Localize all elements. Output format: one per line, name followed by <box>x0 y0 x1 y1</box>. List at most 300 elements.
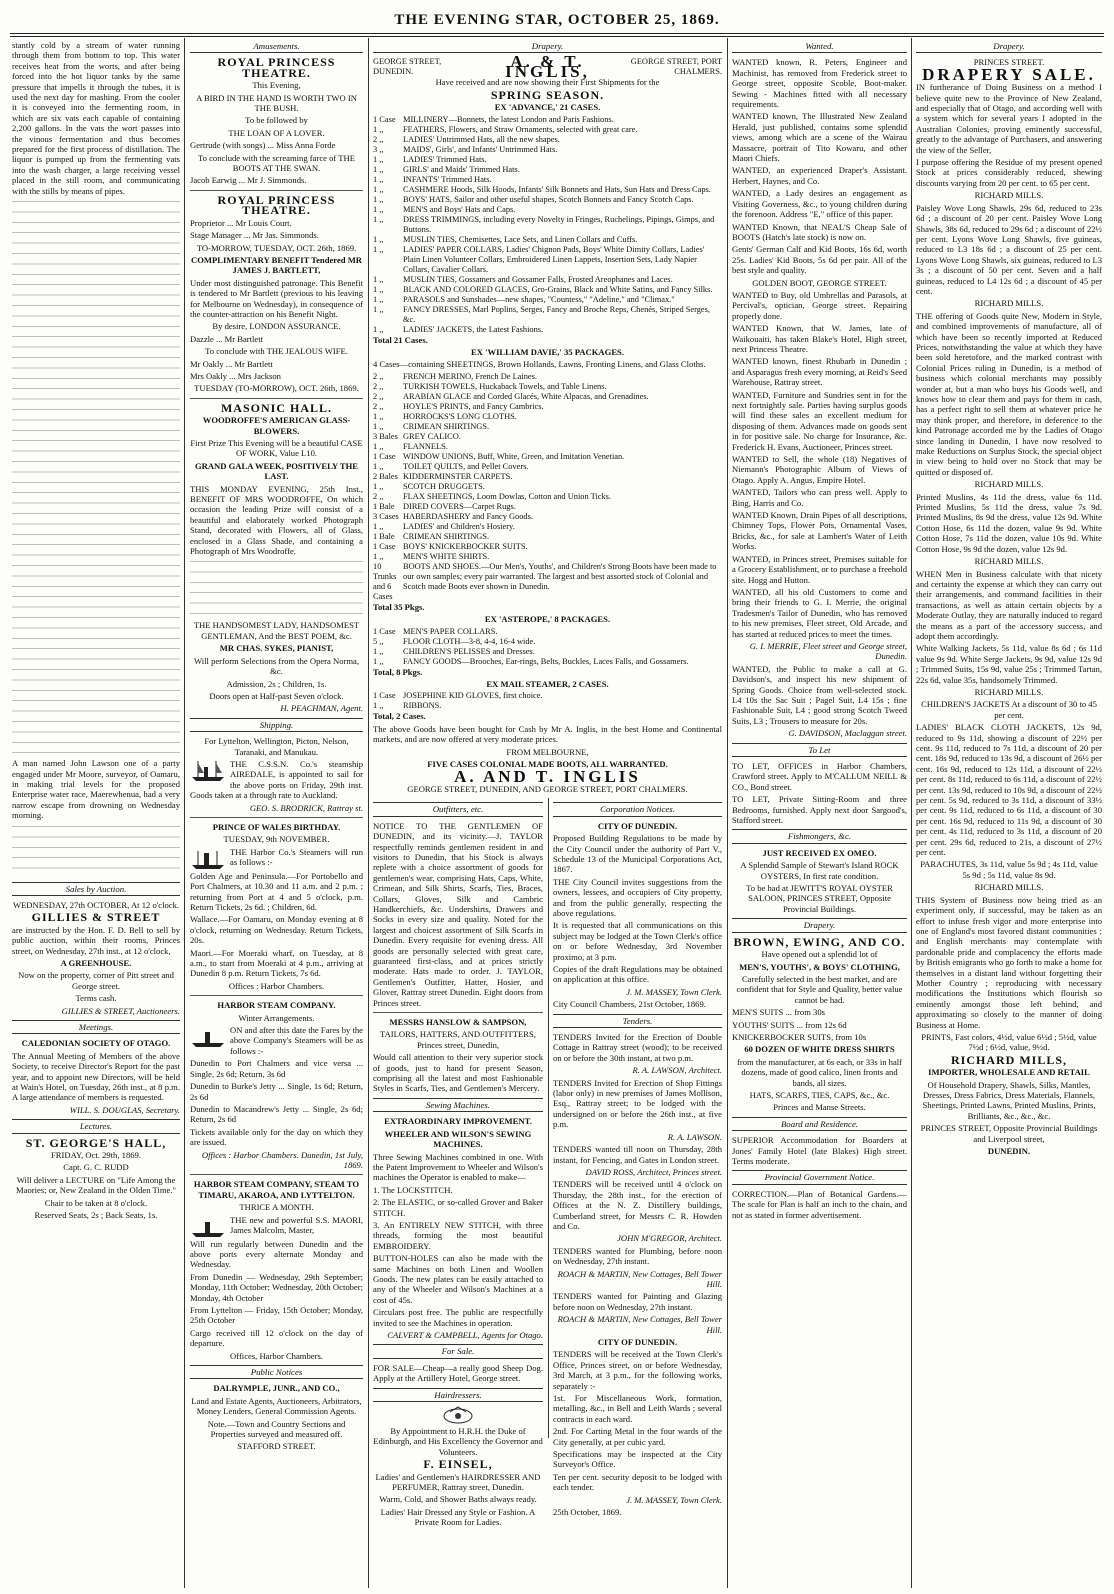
shipment-total: Total, 2 Cases. <box>373 711 426 722</box>
shirts-title: 60 DOZEN OF WHITE DRESS SHIRTS <box>744 1044 895 1055</box>
shirts-body: from the manufacturer, at 6s each, or 33s in half dozens, made of good calico, linen fronts and bands, all sizes. <box>736 1056 903 1088</box>
doors: Doors open at Half-past Seven o'clock. <box>209 690 344 701</box>
followed-by: To be followed by <box>245 115 308 126</box>
section-header: Meetings. <box>12 1020 180 1034</box>
copies: Copies of the draft Regulations may be obtained on application at this office. <box>553 964 722 985</box>
description: HOYLE'S PRINTS, and Fancy Cambrics. <box>403 401 544 411</box>
column-1 <box>12 40 180 1585</box>
description: CRIMEAN SHIRTINGS. <box>403 531 490 541</box>
cast-line: Gertrude (with songs) ... Miss Anna Forde <box>190 140 336 151</box>
company-title: HARBOR STEAM COMPANY. <box>217 1000 336 1011</box>
fare-line: Dunedin to Macandrew's Jetty ... Single, 2s 6d; Return, 2s 6d <box>190 1103 363 1125</box>
quantity: 1 ,, <box>373 421 384 431</box>
sewing-body: Three Sewing Machines combined in one. With the Patent Improvement to Wheeler and Wilson's machines the Operator is enabled to make— <box>373 1151 543 1183</box>
article-text-continued <box>190 558 363 620</box>
description: BOOTS AND SHOES.—Our Men's, Youths', and Children's Strong Boots have been made to our own samples; every pair warranted. The largest and best assorted stock of Colonial and Scotch made Boots ever shown in Dunedin. <box>403 561 717 591</box>
auction-location: Now on the property, corner of Pitt street and George street. <box>18 970 174 991</box>
quantity: 1 ,, <box>373 411 384 421</box>
firm-note: Note.—Town and Country Sections and Properties surveyed and measured off. <box>207 1418 346 1440</box>
wanted-ad: WANTED known, finest Rhubarb in Dunedin ; and Asparagus fresh every morning, at Reid's Seed Warehouse, Rattray street. <box>732 356 907 388</box>
importer: IMPORTER, WHOLESALE AND RETAIL <box>928 1067 1090 1078</box>
town-clerk: J. M. MASSEY, Town Clerk. <box>626 1494 722 1505</box>
description: MEN'S and Boys' Hats and Caps. <box>403 204 516 214</box>
article-text-continued <box>12 198 180 758</box>
description: FANCY GOODS—Brooches, Ear-rings, Belts, Buckles, Laces Falls, and Gossamers. <box>403 656 689 666</box>
fare-signature: Offices : Harbor Chambers. Dunedin, 1st July, 1869. <box>201 1149 363 1170</box>
tender-item: 1st. For Miscellaneous Work, formation, metalling, &c., in Bell and Leith Wards ; several contracts in each ward. <box>553 1393 722 1424</box>
shipment-row <box>373 295 722 305</box>
divider <box>190 398 363 399</box>
shipment-row <box>373 215 722 235</box>
correction-notice: CORRECTION.—Plan of Botanical Gardens.—The scale for Plan is half an inch to the chain, and not as stated in former advertisement. <box>732 1188 907 1220</box>
ship-notice: THE new and powerful S.S. MAORI, James Malcolm, Master, <box>230 1214 363 1235</box>
city-title: CITY OF DUNEDIN. <box>597 1337 678 1347</box>
lower-split <box>373 798 722 1528</box>
description: TURKISH TOWELS, Huckaback Towels, and Table Linens. <box>403 381 607 391</box>
benefit-play: By desire, LONDON ASSURANCE. <box>212 321 341 332</box>
firm-name: A. AND T. INGLIS <box>454 766 641 786</box>
quantity: 1 ,, <box>373 304 384 314</box>
description: FLAX SHEETINGS, Loom Dowlas, Cotton and Union Ticks. <box>403 491 611 501</box>
to-let-ad: TO LET, Private Sitting-Room and three Bedrooms, furnished. Apply next door Sargood's, Stafford street. <box>732 794 907 826</box>
shipment-table <box>373 115 722 335</box>
tender-signature: JOHN M'GREGOR, Architect. <box>617 1233 722 1244</box>
description: HABERDASHERY and Fancy Goods. <box>403 511 533 521</box>
shop-city: DUNEDIN. <box>987 1146 1031 1157</box>
firm-address: GEORGE STREET, DUNEDIN, AND GEORGE STREET, PORT CHALMERS. <box>407 783 688 794</box>
description: BOYS' KNICKERBOCKER SUITS. <box>403 541 528 551</box>
shipment-total: Total, 8 Pkgs. <box>373 666 423 677</box>
appointment: By Appointment to H.R.H. the Duke of Edinburgh, and His Excellency the Governor and Volunteers. <box>373 1426 543 1457</box>
shipment-row <box>373 422 722 432</box>
tender-signature: ROACH & MARTIN, New Cottages, Bell Tower Hill. <box>557 1268 722 1289</box>
section-header: Lectures. <box>12 1119 180 1133</box>
benefit-body: Under most distinguished patronage. This Benefit is tendered to Mr Bartlett (previous to his leaving for Melbourne on Wednesday), in consequence of the counter-attraction on his Benefit Night. <box>190 277 363 319</box>
description: MUSLIN TIES, Gossamers and Gossamer Falls, Frosted Areophanes and Laces. <box>403 274 673 284</box>
to-let-ad: TO LET, OFFICES in Harbor Chambers, Crawford street. Apply to M'CALLUM NEILL & CO., Bond street. <box>732 761 907 792</box>
description: FLOOR CLOTH—3-8, 4-4, 16-4 wide. <box>403 636 536 646</box>
description: FANCY DRESSES, Marl Poplins, Serges, Fancy and Broche Reps, Chenés, Striped Serges, &c. <box>403 304 710 324</box>
stitch: 1. The LOCKSTITCH. <box>373 1184 453 1195</box>
wanted-ad: WANTED to Sell, the whole (18) Negatives of Niemann's Photographic Album of Views of Otago. Apply A. Angus, Empire Hotel. <box>732 454 907 485</box>
meeting-title: CALEDONIAN SOCIETY OF OTAGO. <box>21 1038 171 1049</box>
quantity: 2 ,, <box>373 134 384 144</box>
shipment-row <box>373 482 722 492</box>
wanted-ad: WANTED Known, Drain Pipes of all descriptions, Chimney Tops, Flower Pots, Ornamental Vases, Bricks, &c., for sale at Lambert's Water of Leith Works. <box>732 510 907 552</box>
hairdresser-name: F. EINSEL, <box>423 1457 493 1472</box>
melbourne: FROM MELBOURNE, <box>506 746 589 757</box>
pianist: MR CHAS. SYKES, PIANIST, <box>219 643 334 654</box>
quantity: 1 Case <box>373 626 396 636</box>
shop-address: PRINCES STREET, Opposite Provincial Buildings and Liverpool street, <box>920 1123 1098 1144</box>
shipment-row <box>373 372 722 382</box>
cast-line: Jacob Earwig ... Mr J. Simmonds. <box>190 175 307 186</box>
description: MILLINERY—Bonnets, the latest London and Paris Fashions. <box>403 114 614 124</box>
shipment-row <box>373 185 722 195</box>
wanted-ad: WANTED Known, that W. James, late of Waikouaiti, has taken Blake's Hotel, High street, next Princess Theatre. <box>732 323 907 354</box>
admission: Admission, 2s ; Children, 1s. <box>226 678 327 689</box>
ship-route: Maori.—For Moeraki wharf, on Tuesday, at 8 a.m., to start from Moeraki at 4 p.m., arriving at Dunedin 8 p.m. Return Tickets, 7s 6d. <box>190 947 363 979</box>
quantity: 1 ,, <box>373 656 384 666</box>
quantity: 1 ,, <box>373 274 384 284</box>
quantity: 2 ,, <box>373 391 384 401</box>
shipment-row <box>373 245 722 275</box>
parachutes: PARACHUTES, 3s 11d, value 5s 9d ; 4s 11d, value 5s 9d ; 5s 11d, value 8s 9d. <box>920 859 1098 880</box>
ship-notice: ON and after this date the Fares by the above Company's Steamers will be as follows :- <box>230 1025 363 1056</box>
clothier-body: Have opened out a splendid lot of <box>761 949 878 960</box>
quantity: 2 ,, <box>373 401 384 411</box>
hairdresser-body: Ladies' and Gentlemen's HAIRDRESSER AND PERFUMER, Rattray street, Dunedin. <box>375 1471 541 1493</box>
sale-intro: I purpose offering the Residue of my present opened Stock at prices considerably reduced, shewing discounts varying from 20 per cent. to 65 per cent. <box>916 157 1102 188</box>
benefit-play: To conclude with THE JEALOUS WIFE. <box>205 346 348 357</box>
ship-notice: Will run regularly between Dunedin and the above ports every alternate Monday and Wednesday. <box>190 1238 363 1270</box>
section-header: Outfitters, etc. <box>373 802 543 816</box>
play-title: THE LOAN OF A LOVER. <box>228 127 325 138</box>
lower-left <box>373 798 543 1529</box>
agents: CALVERT & CAMPBELL, Agents for Otago. <box>387 1330 543 1340</box>
offices: Offices : Harbor Chambers. <box>228 980 325 991</box>
tender: TENDERS wanted till noon on Thursday, 28th instant, for Fencing, and Gates in London street. <box>553 1144 722 1165</box>
section-header: Corporation Notices. <box>553 802 722 816</box>
shipment-row <box>373 412 722 422</box>
fish-address: To be had at JEWITT'S ROYAL OYSTER SALOON, PRINCES STREET, Opposite Provincial Buildings. <box>746 883 893 914</box>
shipment-row <box>373 382 722 392</box>
shipment-title: EX 'ASTEROPE,' 8 PACKAGES. <box>484 614 611 625</box>
wanted-sig: G. DAVIDSON, Maclaggan street. <box>788 728 907 739</box>
for-sale: FOR SALE—Cheap—a really good Sheep Dog. Apply at the Artillery Hotel, George street. <box>373 1362 543 1384</box>
sailing-dates: From Dunedin — Wednesday, 29th September; Monday, 11th October; Wednesday, 20th October; Monday, 4th October <box>190 1271 363 1303</box>
wanted-ad: WANTED, in Princes street, Premises suitable for a Grocery Establishment, or to purchase a freehold site. Hogg and Hutton. <box>732 553 907 585</box>
divider <box>190 1174 363 1175</box>
shipment-row <box>373 502 722 512</box>
hanslow-sub: TAILORS, HATTERS, AND OUTFITTERS, Princes street, Dunedin, <box>380 1029 536 1050</box>
description: INFANTS' Trimmed Hats. <box>403 174 492 184</box>
description: FRENCH MERINO, French De Laines. <box>403 371 537 381</box>
baths: Warm, Cold, and Shower Baths always ready. <box>379 1494 537 1505</box>
shipping-route: For Lyttelton, Wellington, Picton, Nelson, Taranaki, and Manukau. <box>204 736 349 757</box>
shipment-row <box>373 512 722 522</box>
wanted-ad: WANTED, an experienced Draper's Assistant. Herbert, Haynes, and Co. <box>732 165 907 186</box>
description: MAIDS', Girls', and Infants' Untrimmed Hats. <box>403 144 558 154</box>
tender-signature: R. A. LAWSON. <box>667 1131 722 1142</box>
meeting-body: The Annual Meeting of Members of the above Society, to receive Director's Report for the past year, and to appoint new Directors, will be held at Wain's Hotel, on Tuesday, 26th inst., at 8 p.m. A large attendance of members is requested. <box>12 1050 180 1103</box>
quantity: 3 ,, <box>373 144 384 154</box>
auction-item: A GREENHOUSE. <box>60 957 132 968</box>
shipment-table <box>373 372 722 602</box>
quantity: 1 ,, <box>373 701 384 711</box>
colonial-boots: FIVE CASES COLONIAL MADE BOOTS, ALL WARRANTED. <box>427 759 668 770</box>
wanted-ad: WANTED, a Lady desires an engagement as Visiting Governess, &c., to young children during the forenoon. Address "E," office of this paper. <box>732 188 907 220</box>
prize: First Prize This Evening will be a beautiful CASE OF WORK, Value L10. <box>190 438 363 459</box>
gala-body: THIS MONDAY EVENING, 25th Inst., BENEFIT OF MRS WOODROFFE, On which occasion the leading Prize will consist of a beautiful and elaborately worked Photograph Stand, decorated with Flowers, all of Glass, enclosed in a Glass Shade, and containing a Photograph of Mrs Woodroffe. <box>190 483 363 557</box>
board-ad: SUPERIOR Accommodation for Boarders at Jones' Family Hotel (late Blakes) High street. Terms moderate. <box>732 1135 907 1166</box>
section-header: Drapery. <box>916 40 1102 53</box>
section-header: Sales by Auction. <box>12 882 180 896</box>
suit-price: YOUTHS' SUITS ... from 12s 6d <box>732 1019 847 1030</box>
quantity: 1 Case <box>373 114 396 124</box>
fare-note: Tickets available only for the day on which they are issued. <box>190 1126 363 1148</box>
wanted-ad: WANTED known, R. Peters, Engineer and Machinist, has removed from Frederick street to George street, opposite Scoble, Boot-maker. Sewing - Machines fitted with all necessary requirements. <box>732 57 907 110</box>
column-divider <box>911 38 912 1588</box>
agent-signature: H. PEACHMAN, Agent. <box>280 703 363 714</box>
shipment-table <box>373 627 722 667</box>
tender-item: Specifications may be inspected at the City Surveyor's Office. <box>553 1449 722 1470</box>
quantity: 1 ,, <box>373 441 384 451</box>
quantity: 2 Bales <box>373 471 398 481</box>
sale-body: THE offering of Goods quite New, Modern in Style, and combined improvements of manufacture, all of which have been so recently imported at Reduced Prices, notwithstanding the value at which they have been sold heretofore, and the marked contrast with Colonial Prices ruling in Dunedin, is a method of business which colonial merchants may possibly wonder at, but a man who buys his Goods well, and knows how to clear them and pays for them in cash, has a perfect right to sell them at whatever price he may think proper, and therefore, in deference to the kind Patronage accorded me by the Ladies of Otago since landing in Dunedin, I have now resolved to make Reductions on Surplus Stock, the special object in view being to hold over no Stock that may be quitted or disposed of. <box>916 310 1102 477</box>
steamship-icon <box>190 1215 226 1239</box>
shipment-row <box>373 115 722 125</box>
description: JOSEPHINE KID GLOVES, first choice. <box>403 691 543 701</box>
shipment-row <box>373 532 722 542</box>
council-notice: It is requested that all communications on this subject may be lodged at the Town Clerk's office on or before Wednesday, 3rd November proximo, at 3 p.m. <box>553 920 722 962</box>
taylor-notice: NOTICE TO THE GENTLEMEN OF DUNEDIN, and its vicinity.—J. TAYLOR respectfully reminds gentlemen resident in and visitors to Dunedin, that his Stock is always replete with a choice assortment of goods for gentlemen's wear, comprising Hats, Caps, White, Crimean, and Silk Shirts, Scarfs, Ties, Braces, Collars, Gloves, Silk and Cambric Handkerchiefs, &c. Undershirts, Drawers and Socks in every size and quality. Noted for the largest and choicest assortment of Silk Scarfs in Dunedin. Every requisite for evening dress. All goods are personally selected with great care, guaranteed first-class, and at prices strictly moderate. Hats made to order. J. TAYLOR, Gentlemen's Outfitter, Hatter, Hosier, and Glover, Rattray street Dunedin. Eight doors from Princes street. <box>373 820 543 1008</box>
column-5 <box>732 40 907 1585</box>
lower-right <box>553 798 722 1519</box>
clothier-name: BROWN, EWING, AND CO. <box>733 934 906 949</box>
sewing-sub: WHEELER AND WILSON'S SEWING MACHINES. <box>384 1128 532 1150</box>
hanslow-body: Would call attention to their very superior stock of goods, just to hand for present Season, comprising all the latest and most Fashionable Styles in Scarfs, Ties, and Gentlemen's Mercery. <box>373 1052 543 1094</box>
wanted-sig: GOLDEN BOOT, GEORGE STREET. <box>752 277 887 288</box>
column-6 <box>916 40 1102 1585</box>
tender: TENDERS Invited for the Erection of Double Cottage in Rattray street (wood); to be received on or before the 30th instant, at two p.m. <box>553 1032 722 1063</box>
shipment-row <box>373 305 722 325</box>
city-title: CITY OF DUNEDIN. <box>597 820 678 831</box>
shipment-row <box>373 285 722 295</box>
description: LADIES' Untrimmed Hats, all the new shapes. <box>403 134 560 144</box>
description: WINDOW UNIONS, Buff, White, Green, and Imitation Venetian. <box>403 451 625 461</box>
fare-line: Dunedin to Port Chalmers and vice versa ... Single, 2s 6d; Return, 3s 6d <box>190 1058 363 1079</box>
shipment-row <box>373 472 722 482</box>
farce-title: To conclude with the screaming farce of THE BOOTS AT THE SWAN. <box>198 152 355 174</box>
ladies-hair: Ladies' Hair Dressed any Style or Fashion. A Private Room for Ladies. <box>380 1506 536 1528</box>
pianist-body: Will perform Selections from the Opera Norma, &c. <box>193 655 360 677</box>
clothier-line: MEN'S, YOUTHS', & BOYS' CLOTHING, <box>739 961 900 972</box>
proprietor-name: RICHARD MILLS, <box>950 1052 1067 1067</box>
hanslow-title: MESSRS HANSLOW & SAMPSON, <box>389 1017 527 1028</box>
shawl-prices: Paisley Wove Long Shawls, 29s 6d, reduced to 23s 6d ; a discount of 20 per cent. Paisley Wove Long Shawls, 38s 6d, reduced to 29s 6d ; a discount of 22½ per cent. Lyons Wove Long Shawls, five guineas, reduced to L3 18s 6d ; a discount of 25 per cent. Lyons Wove Long Shawls, six guineas, reduced to L3 3s ; a discount of 50 per cent. Seven and a half guineas, reduced to L4 12s 6d ; a discount of 45 per cent. <box>916 202 1102 296</box>
quantity: 2 ,, <box>373 381 384 391</box>
wanted-ad: WANTED, the Public to make a call at G. Davidson's, and inspect his new shipment of Spring Goods. Choice from well-selected stock. L4 10s the Sac Suit ; Pagel Suit, L4 15s ; fine Fashionable Suit, L4 ; good strong Scotch Tweed Suits, L3 ; Trousers to measure for 20s. <box>732 663 907 726</box>
quantity: 2 ,, <box>373 491 384 501</box>
shipment-total: Total 21 Cases. <box>373 334 428 345</box>
proprietor-name: RICHARD MILLS. <box>974 479 1044 490</box>
shipment-table <box>373 691 722 711</box>
shipment-title: EX MAIL STEAMER, 2 CASES. <box>486 679 609 690</box>
shipment-row <box>373 452 722 462</box>
section-header: For Sale. <box>373 1344 543 1358</box>
muslin-prices: Printed Muslins, 4s 11d the dress, value 6s 11d. Printed Muslins, 5s 11d the dress, value 7s 9d. Printed Muslins, 8s 9d the dress, value 12s 9d. White Cotton Hose, 6s 11d the dozen, value 9s 9d. White Cotton Hose, 7s 11d the dozen, value 10s 9d. White Cotton Hose, 9s 9d the dozen, value 12s 9d. <box>916 491 1102 554</box>
shipment-row <box>373 522 722 532</box>
description: HORROCKS'S LONG CLOTHS. <box>403 411 517 421</box>
column-divider <box>184 38 185 1588</box>
ship-agent: GEO. S. BRODRICK, Rattray st. <box>249 802 363 813</box>
proprietor-name: RICHARD MILLS. <box>974 882 1044 893</box>
tender-signature: R. A. LAWSON, Architect. <box>632 1065 722 1076</box>
divider <box>190 817 363 818</box>
company-title: HARBOR STEAM COMPANY, STEAM TO TIMARU, AKAROA, AND LYTTELTON. <box>193 1179 360 1200</box>
season: SPRING SEASON. <box>490 87 605 102</box>
lecture-date: FRIDAY, Oct. 29th, 1869. <box>50 1150 141 1161</box>
column-divider <box>727 38 728 1588</box>
shipment-total: Total 35 Pkgs. <box>373 601 425 612</box>
masthead-rule <box>10 36 1104 37</box>
stitch: 2. The ELASTIC, or so-called Grover and Baker STITCH. <box>373 1197 543 1218</box>
description: LADIES' PAPER COLLARS, Ladies' Chignon Pads, Boys' White Dimity Collars, Ladies' Plain Linen Volunteer Collars, Embroidered Linen Lappets, Insertion Sets, Lady Napier Collars, Cavalier Collars. <box>403 244 705 274</box>
shipment-row <box>373 205 722 215</box>
shipment-row <box>373 562 722 602</box>
description: FEATHERS, Flowers, and Straw Ornaments, selected with great care. <box>403 124 638 134</box>
goods-list: Of Household Drapery, Shawls, Silks, Mantles, Dresses, Dress Fabrics, Dress Materials, Flannels, Sheetings, Printed Lawns, Printed Muslins, Prints, Brilliants, &c., &c., &c. <box>922 1079 1096 1121</box>
cloth-jacket-prices: LADIES' BLACK CLOTH JACKETS, 12s 9d, reduced to 9s 11d, showing a discount of 22½ per cent. 9s 11d, reduced to 7s 11d, a discount of 20 per cent. 18s 9d, reduced to 13s 9d, a discount of 26½ per cent. 16s 9d, reduced to 12s 11d, a discount of 22½ per cent. 8s 11d, reduced to 6s 11d, a discount of 22½ per cent. 13s 9d, reduced to 10s 9d, a discount of 22½ per cent. 5s 9d, reduced to 3s 11d, a discount of 33½ per cent. 9s 11d, reduced to 6s 11d, a discount of 30 per cent. 16s 9d, reduced to 11s 9d, a discount of 30 per cent. 4s 11d, reduced to 3s 11d, a discount of 20 per cent. 29s 6d, reduced to 21s, a discount of 27½ per cent. <box>916 722 1102 858</box>
column-divider <box>368 38 369 1588</box>
section-header: Hairdressers. <box>373 1388 543 1402</box>
divider <box>190 995 363 996</box>
proprietor: Proprietor ... Mr Louis Court. <box>190 217 292 228</box>
description: FLANNELS. <box>403 441 448 451</box>
quantity: 2 ,, <box>373 371 384 381</box>
this-evening: This Evening, <box>252 80 301 91</box>
column-divider <box>548 798 549 1438</box>
quantity: 1 ,, <box>373 481 384 491</box>
quantity: 1 ,, <box>373 124 384 134</box>
firm-name: A. & T. INGLIS, <box>505 52 590 82</box>
lecture-chair: Chair to be taken at 8 o'clock. <box>44 1197 148 1208</box>
shipment-row <box>373 657 722 667</box>
quantity: 10 Trunks and 6 Cases <box>373 561 397 601</box>
sewing-title: EXTRAORDINARY IMPROVEMENT. <box>384 1116 532 1127</box>
quantity: 1 ,, <box>373 234 384 244</box>
steamship-icon <box>190 847 226 871</box>
suit-price: KNICKERBOCKER SUITS, from 10s <box>732 1031 867 1042</box>
quantity: 1 ,, <box>373 184 384 194</box>
shipment-row <box>373 125 722 135</box>
council-notice: THE City Council invites suggestions from the owners, lessees, and occupiers of City property, and from the public generally, respecting the above regulations. <box>553 876 722 918</box>
description: LADIES' and Children's Hosiery. <box>403 521 515 531</box>
shipment-row <box>373 432 722 442</box>
description: LADIES' JACKETS, the Latest Fashions. <box>403 324 544 334</box>
offices: Offices, Harbor Chambers. <box>230 1350 323 1361</box>
fish-body: A Splendid Sample of Stewart's Island ROCK OYSTERS, In first rate condition. <box>740 860 899 881</box>
proprietor-name: RICHARD MILLS. <box>974 190 1044 201</box>
quantity: 3 Bales <box>373 431 398 441</box>
description: GREY CALICO. <box>403 431 461 441</box>
shipment-row <box>373 402 722 412</box>
jacket-prices: White Walking Jackets, 5s 11d, value 8s 6d ; 6s 11d value 9s 9d. White Serge Jackets, 9s 9d, value 12s 9d ; Trimmed Suits, 15s 9d, value 25s ; Trimmed Tartan, 22s 6d, value 35s, handsomely Trimmed. <box>916 643 1102 685</box>
quantity: 5 ,, <box>373 636 384 646</box>
children-jackets: CHILDREN'S JACKETS At a discount of 30 to 45 per cent. <box>921 699 1097 720</box>
shipment-row <box>373 647 722 657</box>
quantity: 1 ,, <box>373 164 384 174</box>
description: BLACK AND COLORED GLACES, Gro-Grains, Black and White Satins, and Fancy Silks. <box>403 284 713 294</box>
description: SCOTCH DRUGGETS. <box>403 481 485 491</box>
auction-body: are instructed by the Hon. F. D. Bell to sell by public auction, within their rooms, Princes street, on Wednesday, 27th inst., at 12 o'clock, <box>12 924 180 956</box>
intro: Have received and are now showing their First Shipments for the <box>435 77 660 88</box>
company-sub: Winter Arrangements. <box>238 1012 315 1023</box>
circulars: Circulars post free. The public are respectfully invited to see the Machines in operation. <box>373 1307 543 1328</box>
shipment-row <box>373 165 722 175</box>
description: GIRLS' and Maids' Trimmed Hats. <box>403 164 520 174</box>
shipment-row <box>373 195 722 205</box>
shipment-row <box>373 552 722 562</box>
gala: GRAND GALA WEEK, POSITIVELY THE LAST. <box>194 460 359 482</box>
quantity: 1 ,, <box>373 521 384 531</box>
quantity: 1 ,, <box>373 194 384 204</box>
wanted-ad: WANTED, Furniture and Sundries sent in for the next fortnightly sale. Parties having surplus goods will find these sales an excellent medium for disposing of them. Advances made on goods sent in for positive sale. No charge for Insurance, &c. Frederick H. Evans, Auctioneer, Princes street. <box>732 389 907 452</box>
royal-crest-icon <box>438 1406 478 1424</box>
section-header: Amusements. <box>190 40 363 53</box>
holiday-date: TUESDAY, 9th NOVEMBER. <box>223 834 330 845</box>
lawson-article: A man named John Lawson one of a party engaged under Mr Moore, surveyor, of Oamaru, in making trial levels for the proposed Enterprise water race, Maerewhenua, had a very narrow escape from drowning on Wednesday morning. <box>12 758 180 821</box>
shipment-row <box>373 145 722 155</box>
quantity: 1 Bale <box>373 501 395 511</box>
masthead: THE EVENING STAR, OCTOBER 25, 1869. <box>394 12 720 28</box>
prize-list: THE HANDSOMEST LADY, HANDSOMEST GENTLEMAN, And the BEST POEM, &c. <box>193 620 360 641</box>
quantity: 3 Cases <box>373 511 399 521</box>
description: TOILET QUILTS, and Pellet Covers. <box>403 461 529 471</box>
benefit-date: TO-MORROW, TUESDAY, OCT. 26th, 1869. <box>196 242 357 253</box>
divider <box>373 1012 543 1013</box>
stitch: 3. An ENTIRELY NEW STITCH, with three threads, forming the most beautiful EMBROIDERY. <box>373 1219 543 1251</box>
sailing-dates: From Lyttelton — Friday, 15th October; Monday, 25th October <box>190 1305 363 1326</box>
column-3 <box>373 40 722 1585</box>
shipment-title: EX 'ADVANCE,' 21 CASES. <box>494 102 601 113</box>
section-header: Public Notices <box>190 1365 363 1379</box>
description: CRIMEAN SHIRTINGS. <box>403 421 490 431</box>
quantity: 1 ,, <box>373 244 384 254</box>
section-header: Sewing Machines. <box>373 1098 543 1112</box>
tender-item: 2nd. For Carting Metal in the four wards of the City generally, at per cubic yard. <box>553 1426 722 1447</box>
section-header: Tenders. <box>553 1014 722 1028</box>
tender: TENDERS Invited for Erection of Shop Fittings (labor only) in new premises of James Mollison, Esq., Rattray street; to be lodged with the undersigned on or before the 26th inst., at five p.m. <box>553 1077 722 1130</box>
proprietor-name: RICHARD MILLS. <box>974 556 1044 567</box>
quantity: 1 ,, <box>373 646 384 656</box>
closing-text: The above Goods have been bought for Cash by Mr A. Inglis, in the best Home and Continental markets, and are now offered at very moderate prices. <box>373 723 722 745</box>
auction-firm: GILLIES & STREET <box>31 910 161 925</box>
shipment-row <box>373 462 722 472</box>
fish-title: JUST RECEIVED EX OMEO. <box>762 847 877 858</box>
description: CHILDREN'S PELISSES and Dresses. <box>403 646 535 656</box>
description: MEN'S WHITE SHIRTS. <box>403 551 490 561</box>
meeting-signature: WILL. S. DOUGLAS, Secretary. <box>69 1104 180 1115</box>
description: KIDDERMINSTER CARPETS. <box>403 471 513 481</box>
cargo-note: Cargo received till 12 o'clock on the day of departure. <box>190 1327 363 1349</box>
section-header: Board and Residence. <box>732 1117 907 1131</box>
tender: TENDERS wanted for Plumbing, before noon on Wednesday, 27th instant. <box>553 1245 722 1267</box>
fare-line: Dunedin to Burke's Jetty ... Single, 1s 6d; Return, 2s 6d <box>190 1081 363 1102</box>
tender: TENDERS wanted for Painting and Glazing before noon on Wednesday, 27th instant. <box>553 1291 722 1312</box>
holiday-title: PRINCE OF WALES BIRTHDAY. <box>212 821 341 832</box>
article-text-continued <box>12 823 180 878</box>
sale-body: THIS System of Business now being tried as an experiment only, if successful, may be taken as an effort to infuse fresh vigor and more enterprise into one of England's most favored distant communities ; and English merchants may contemplate with pardonable pride and complacency the efforts made by British emigrants who go forth to make a home for themselves in a distant land without forgetting their Mother Country ; reproducing with necessary modifications the Institutions which flourish so eminently amongst those left behind, and approximating so closely to the manner of doing Business at Home. <box>916 894 1102 1030</box>
ship-route: Wallace.—For Oamaru, on Monday evening at 8 o'clock, returning on Wednesday. Return Tickets, 20s. <box>190 914 363 946</box>
description: LADIES' Trimmed Hats. <box>403 154 487 164</box>
inglis-header <box>373 52 722 82</box>
town-clerk: J. M. MASSEY, Town Clerk. <box>626 986 722 997</box>
sale-intro: IN furtherance of Doing Business on a method I believe quite new to the Province of New Zealand, and especially that of Otago, and according well with a system which for several years I adopted in the Australian Colonies, proving eminently successful, greatly to the advantage of Purchasers, and answering the view of the Seller, <box>916 82 1102 155</box>
clothier-address: Princes and Manse Streets. <box>773 1102 866 1113</box>
tender-item: Ten per cent. security deposit to be lodged with each tender. <box>553 1471 722 1493</box>
tender-date: 25th October, 1869. <box>553 1507 622 1518</box>
shipment-row <box>373 542 722 552</box>
column-2 <box>190 40 363 1585</box>
shipment-row <box>373 392 722 402</box>
shipment-row <box>373 275 722 285</box>
firm-title: DALRYMPLE, JUNR., AND CO., <box>213 1383 340 1394</box>
proprietor-name: RICHARD MILLS. <box>974 686 1044 697</box>
sale-title: DRAPERY SALE. <box>922 64 1096 84</box>
bylaws: Proposed Building Regulations to be made by the City Council under the authority of Part V., Schedule 13 of the Municipal Corporations Act, 1867. <box>553 833 722 875</box>
